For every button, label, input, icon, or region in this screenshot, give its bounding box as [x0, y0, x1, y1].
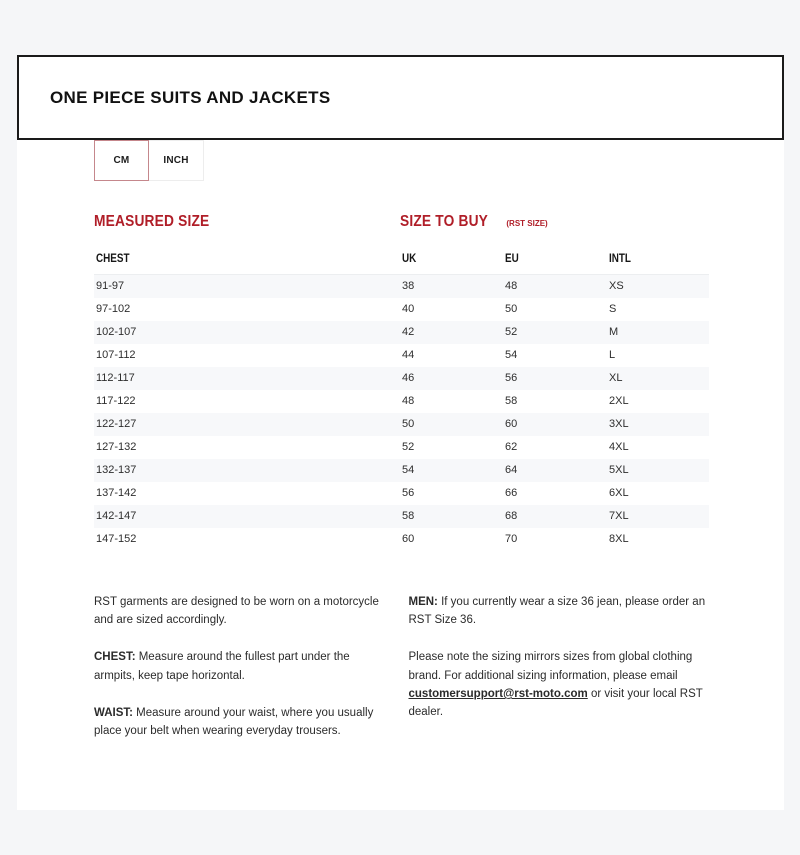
table-cell: 64 [505, 464, 518, 476]
note-waist-lead: WAIST: [94, 707, 133, 720]
rst-size-note: (RST SIZE) [506, 219, 548, 228]
notes-right-column [409, 593, 708, 760]
table-cell: 54 [505, 349, 518, 361]
table-cell: 38 [402, 280, 415, 293]
table-cell: 142-147 [96, 510, 137, 522]
table-cell: XL [609, 372, 623, 384]
table-cell: 66 [505, 487, 518, 499]
table-cell: 54 [402, 464, 415, 476]
page-header [17, 55, 784, 140]
table-row [94, 482, 709, 505]
table-row [94, 436, 709, 459]
table-row [94, 344, 709, 367]
table-cell: 117-122 [96, 395, 136, 407]
table-cell: 62 [505, 441, 518, 453]
table-row [94, 528, 709, 551]
note-global-sizing: Please note the sizing mirrors sizes from global clothing brand. For additional sizing information, please email customersupport@rst-moto.com or visit your local RST dealer. [408, 651, 703, 719]
note-garments: RST garments are designed to be worn on a motorcycle and are sized accordingly. [94, 595, 379, 626]
note-chest: CHEST: Measure around the fullest part under the armpits, keep tape horizontal. [94, 651, 350, 682]
table-cell: 7XL [609, 510, 629, 522]
tab-cm[interactable] [94, 140, 149, 181]
section-headings [94, 213, 707, 231]
table-cell: XS [609, 280, 624, 293]
table-cell: 50 [505, 303, 518, 315]
table-cell: 60 [402, 533, 415, 545]
notes-left-column [94, 593, 393, 760]
size-chart-section [17, 213, 784, 810]
table-cell: 58 [505, 395, 518, 407]
table-cell: 137-142 [96, 487, 137, 499]
tab-inch[interactable] [149, 140, 204, 181]
table-row [94, 275, 709, 298]
table-row [94, 505, 709, 528]
table-cell: 50 [402, 418, 415, 430]
table-cell: 8XL [609, 533, 629, 545]
table-cell: 112-117 [96, 372, 135, 384]
table-cell: 48 [402, 395, 415, 407]
content-card [17, 55, 784, 810]
note-waist: WAIST: Measure around your waist, where you usually place your belt when wearing everyday trousers. [94, 707, 374, 738]
table-cell: 2XL [609, 395, 629, 407]
page-title: ONE PIECE SUITS AND JACKETS [50, 87, 331, 107]
table-cell: 132-137 [96, 464, 137, 476]
col-header-intl: INTL [609, 253, 631, 265]
sizing-notes [94, 593, 707, 810]
table-cell: 52 [505, 326, 518, 338]
unit-toggle [94, 140, 784, 181]
table-cell: 60 [505, 418, 518, 430]
table-cell: 122-127 [96, 418, 137, 430]
size-table [94, 247, 709, 551]
table-cell: 68 [505, 510, 518, 522]
table-cell: 70 [505, 533, 518, 545]
size-to-buy-heading: SIZE TO BUY [400, 213, 489, 230]
table-cell: 127-132 [96, 441, 137, 453]
table-row [94, 459, 709, 482]
table-cell: 97-102 [96, 303, 131, 315]
table-cell: 52 [402, 441, 415, 453]
note-men-lead: MEN: [408, 595, 438, 608]
size-table-body [94, 275, 709, 551]
note-men: MEN: If you currently wear a size 36 jean, please order an RST Size 36. [408, 595, 706, 626]
table-cell: 44 [402, 349, 415, 361]
table-row [94, 413, 709, 436]
tab-cm-label: CM [113, 155, 130, 166]
table-cell: 58 [402, 510, 415, 522]
table-row [94, 321, 709, 344]
table-row [94, 390, 709, 413]
table-cell: 46 [402, 372, 415, 384]
customer-support-email-link[interactable]: customersupport@rst-moto.com [408, 688, 588, 701]
table-cell: 5XL [609, 464, 629, 476]
table-row [94, 367, 709, 390]
table-cell: 107-112 [96, 349, 136, 361]
col-header-chest: CHEST [96, 253, 130, 265]
table-cell: M [609, 326, 619, 338]
table-row [94, 298, 709, 321]
table-cell: 42 [402, 326, 415, 338]
table-cell: 147-152 [96, 533, 137, 545]
table-cell: 6XL [609, 487, 629, 499]
table-cell: 4XL [609, 441, 629, 453]
note-chest-lead: CHEST: [94, 651, 136, 664]
measured-size-heading: MEASURED SIZE [94, 213, 210, 230]
table-cell: 91-97 [96, 280, 125, 293]
table-cell: 102-107 [96, 326, 137, 338]
table-cell: 56 [505, 372, 518, 384]
tab-inch-label: INCH [163, 155, 189, 166]
table-cell: L [609, 349, 616, 361]
table-cell: 48 [505, 280, 518, 293]
table-cell: 40 [402, 303, 415, 315]
col-header-eu: EU [505, 253, 519, 265]
table-cell: S [609, 303, 617, 315]
table-cell: 56 [402, 487, 415, 499]
table-header-row [94, 247, 709, 275]
table-cell: 3XL [609, 418, 629, 430]
col-header-uk: UK [402, 253, 417, 265]
